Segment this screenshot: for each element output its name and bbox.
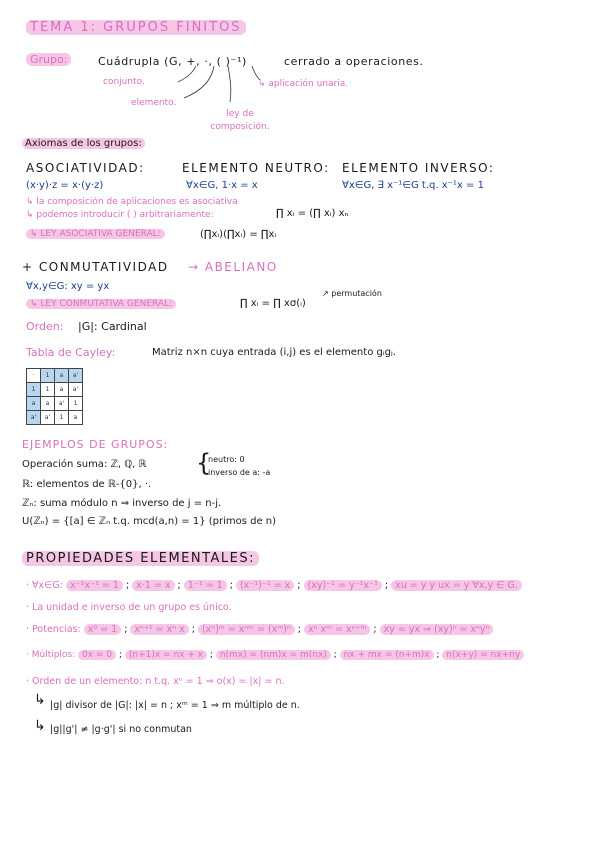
table-row bbox=[27, 411, 83, 425]
propiedades-heading: PROPIEDADES ELEMENTALES: bbox=[22, 551, 259, 566]
grupo-label: Grupo: bbox=[26, 53, 71, 66]
ley-conmutativa-label: ↳ LEY CONMUTATIVA GENERAL: bbox=[26, 299, 176, 309]
ejemplos-neutro: neutro: 0 bbox=[208, 455, 245, 464]
inverso-heading: ELEMENTO INVERSO: bbox=[342, 161, 495, 175]
axiomas-note-2: ↳ podemos introducir ( ) arbitrariamente: bbox=[26, 210, 214, 220]
cayley-table bbox=[26, 368, 83, 425]
table-cell: a bbox=[41, 397, 55, 411]
table-cell: 1 bbox=[41, 383, 55, 397]
table-cell: 1 bbox=[55, 411, 69, 425]
table-cell: a bbox=[55, 369, 69, 383]
axiomas-note-2-formula: ∏ xᵢ = (∏ xᵢ) xₙ bbox=[276, 208, 349, 219]
propiedades-row-4: · Múltiplos: 0x = 0 ; (n+1)x = nx + x ; n(mx) = (nm)x = m(nx) ; nx + mx = (n+m)x ; n(x+y) = nx+ny bbox=[26, 650, 524, 660]
permutacion-annotation: ↗ permutación bbox=[322, 289, 382, 298]
axiomas-note-3-label: ↳ LEY ASOCIATIVA GENERAL: bbox=[26, 229, 165, 239]
page-title: TEMA 1: GRUPOS FINITOS bbox=[26, 20, 246, 35]
cayley-text: Matriz n×n cuya entrada (i,j) es el elemento gᵢgⱼ. bbox=[152, 347, 396, 358]
table-cell: 1 bbox=[41, 369, 55, 383]
table-row bbox=[27, 397, 83, 411]
grupo-closure: cerrado a operaciones. bbox=[284, 55, 424, 68]
hook-arrow-icon: ↳ bbox=[34, 692, 46, 708]
ejemplos-suma: Operación suma: ℤ, ℚ, ℝ bbox=[22, 459, 147, 470]
table-cell: a' bbox=[27, 411, 41, 425]
table-cell: 1 bbox=[27, 383, 41, 397]
orden-value: |G|: Cardinal bbox=[78, 320, 147, 333]
asociatividad-heading: ASOCIATIVIDAD: bbox=[26, 161, 145, 175]
orden-label: Orden: bbox=[26, 320, 64, 333]
ejemplos-inverso: inverso de a: -a bbox=[208, 468, 271, 477]
annotation-conjunto: conjunto. bbox=[103, 77, 145, 87]
propiedades-row-5: · Orden de un elemento: n t.q. xⁿ = 1 ⇒ o(x) = |x| = n. bbox=[26, 676, 285, 687]
neutro-heading: ELEMENTO NEUTRO: bbox=[182, 161, 330, 175]
hook-arrow-icon: ↳ bbox=[34, 718, 46, 734]
inverso-formula: ∀x∈G, ∃ x⁻¹∈G t.q. x⁻¹x = 1 bbox=[342, 180, 484, 191]
ley-conmutativa-formula: ∏ xᵢ = ∏ xσ(ᵢ) bbox=[240, 298, 306, 309]
axiomas-heading: Axiomas de los grupos: bbox=[22, 138, 145, 149]
grupo-definition: Cuádrupla (G, +, ·, ( )⁻¹) bbox=[98, 55, 247, 68]
abeliano-label: → ABELIANO bbox=[188, 260, 278, 274]
brace: { bbox=[196, 449, 212, 477]
annotation-aplicacion: ↳ aplicación unaria. bbox=[258, 79, 349, 89]
cayley-label: Tabla de Cayley: bbox=[26, 346, 116, 359]
annotation-elemento: elemento. bbox=[131, 98, 177, 108]
propiedades-row-6: |g| divisor de |G|: |x| = n ; xᵐ = 1 ⇒ m múltiplo de n. bbox=[50, 700, 300, 711]
table-cell: a bbox=[55, 383, 69, 397]
table-row bbox=[27, 383, 83, 397]
annotation-arrows bbox=[120, 64, 280, 114]
table-cell: a bbox=[27, 397, 41, 411]
neutro-formula: ∀x∈G, 1·x = x bbox=[186, 180, 258, 191]
table-cell: 1 bbox=[69, 397, 83, 411]
propiedades-row-7: |g||g'| ≠ |g·g'| si no conmutan bbox=[50, 724, 192, 735]
table-cell: a' bbox=[41, 411, 55, 425]
asociatividad-formula: (x·y)·z = x·(y·z) bbox=[26, 180, 104, 191]
table-cell: a' bbox=[69, 383, 83, 397]
propiedades-row-2: · La unidad e inverso de un grupo es único. bbox=[26, 602, 232, 613]
axiomas-note-3-formula: (∏xᵢ)(∏xᵢ) = ∏xᵢ bbox=[200, 229, 277, 240]
conmutatividad-formula: ∀x,y∈G: xy = yx bbox=[26, 281, 110, 292]
conmutatividad-heading: + CONMUTATIVIDAD bbox=[22, 260, 169, 274]
ejemplos-zn: ℤₙ: suma módulo n ⇒ inverso de j = n-j. bbox=[22, 498, 222, 509]
table-cell: a bbox=[69, 411, 83, 425]
propiedades-row-3: · Potencias: x⁰ = 1 ; xⁿ⁺¹ = xⁿ x ; (xⁿ)ᵐ = xⁿᵐ = (xᵐ)ⁿ ; xⁿ xᵐ = xⁿ⁺ᵐ ; xy = yx ⇒ (xy)ⁿ = xⁿyⁿ bbox=[26, 624, 493, 635]
table-cell: a' bbox=[55, 397, 69, 411]
annotation-ley: ley de composición. bbox=[210, 109, 270, 132]
table-cell: · bbox=[27, 369, 41, 383]
ejemplos-r: ℝ: elementos de ℝ-{0}, ·. bbox=[22, 479, 152, 490]
table-row bbox=[27, 369, 83, 383]
propiedades-row-1: · ∀x∈G: x⁻¹x⁻¹ = 1 ; x·1 = x ; 1⁻¹ = 1 ; (x⁻¹)⁻¹ = x ; (xy)⁻¹ = y⁻¹x⁻¹ ; xu = y y ux = y ∀x,y ∈ G. bbox=[26, 580, 522, 591]
ejemplos-heading: EJEMPLOS DE GRUPOS: bbox=[22, 438, 169, 451]
axiomas-note-1: ↳ la composición de aplicaciones es asociativa bbox=[26, 197, 238, 207]
ejemplos-u: U(ℤₙ) = {[a] ∈ ℤₙ t.q. mcd(a,n) = 1} (primos de n) bbox=[22, 516, 277, 527]
table-cell: a' bbox=[69, 369, 83, 383]
